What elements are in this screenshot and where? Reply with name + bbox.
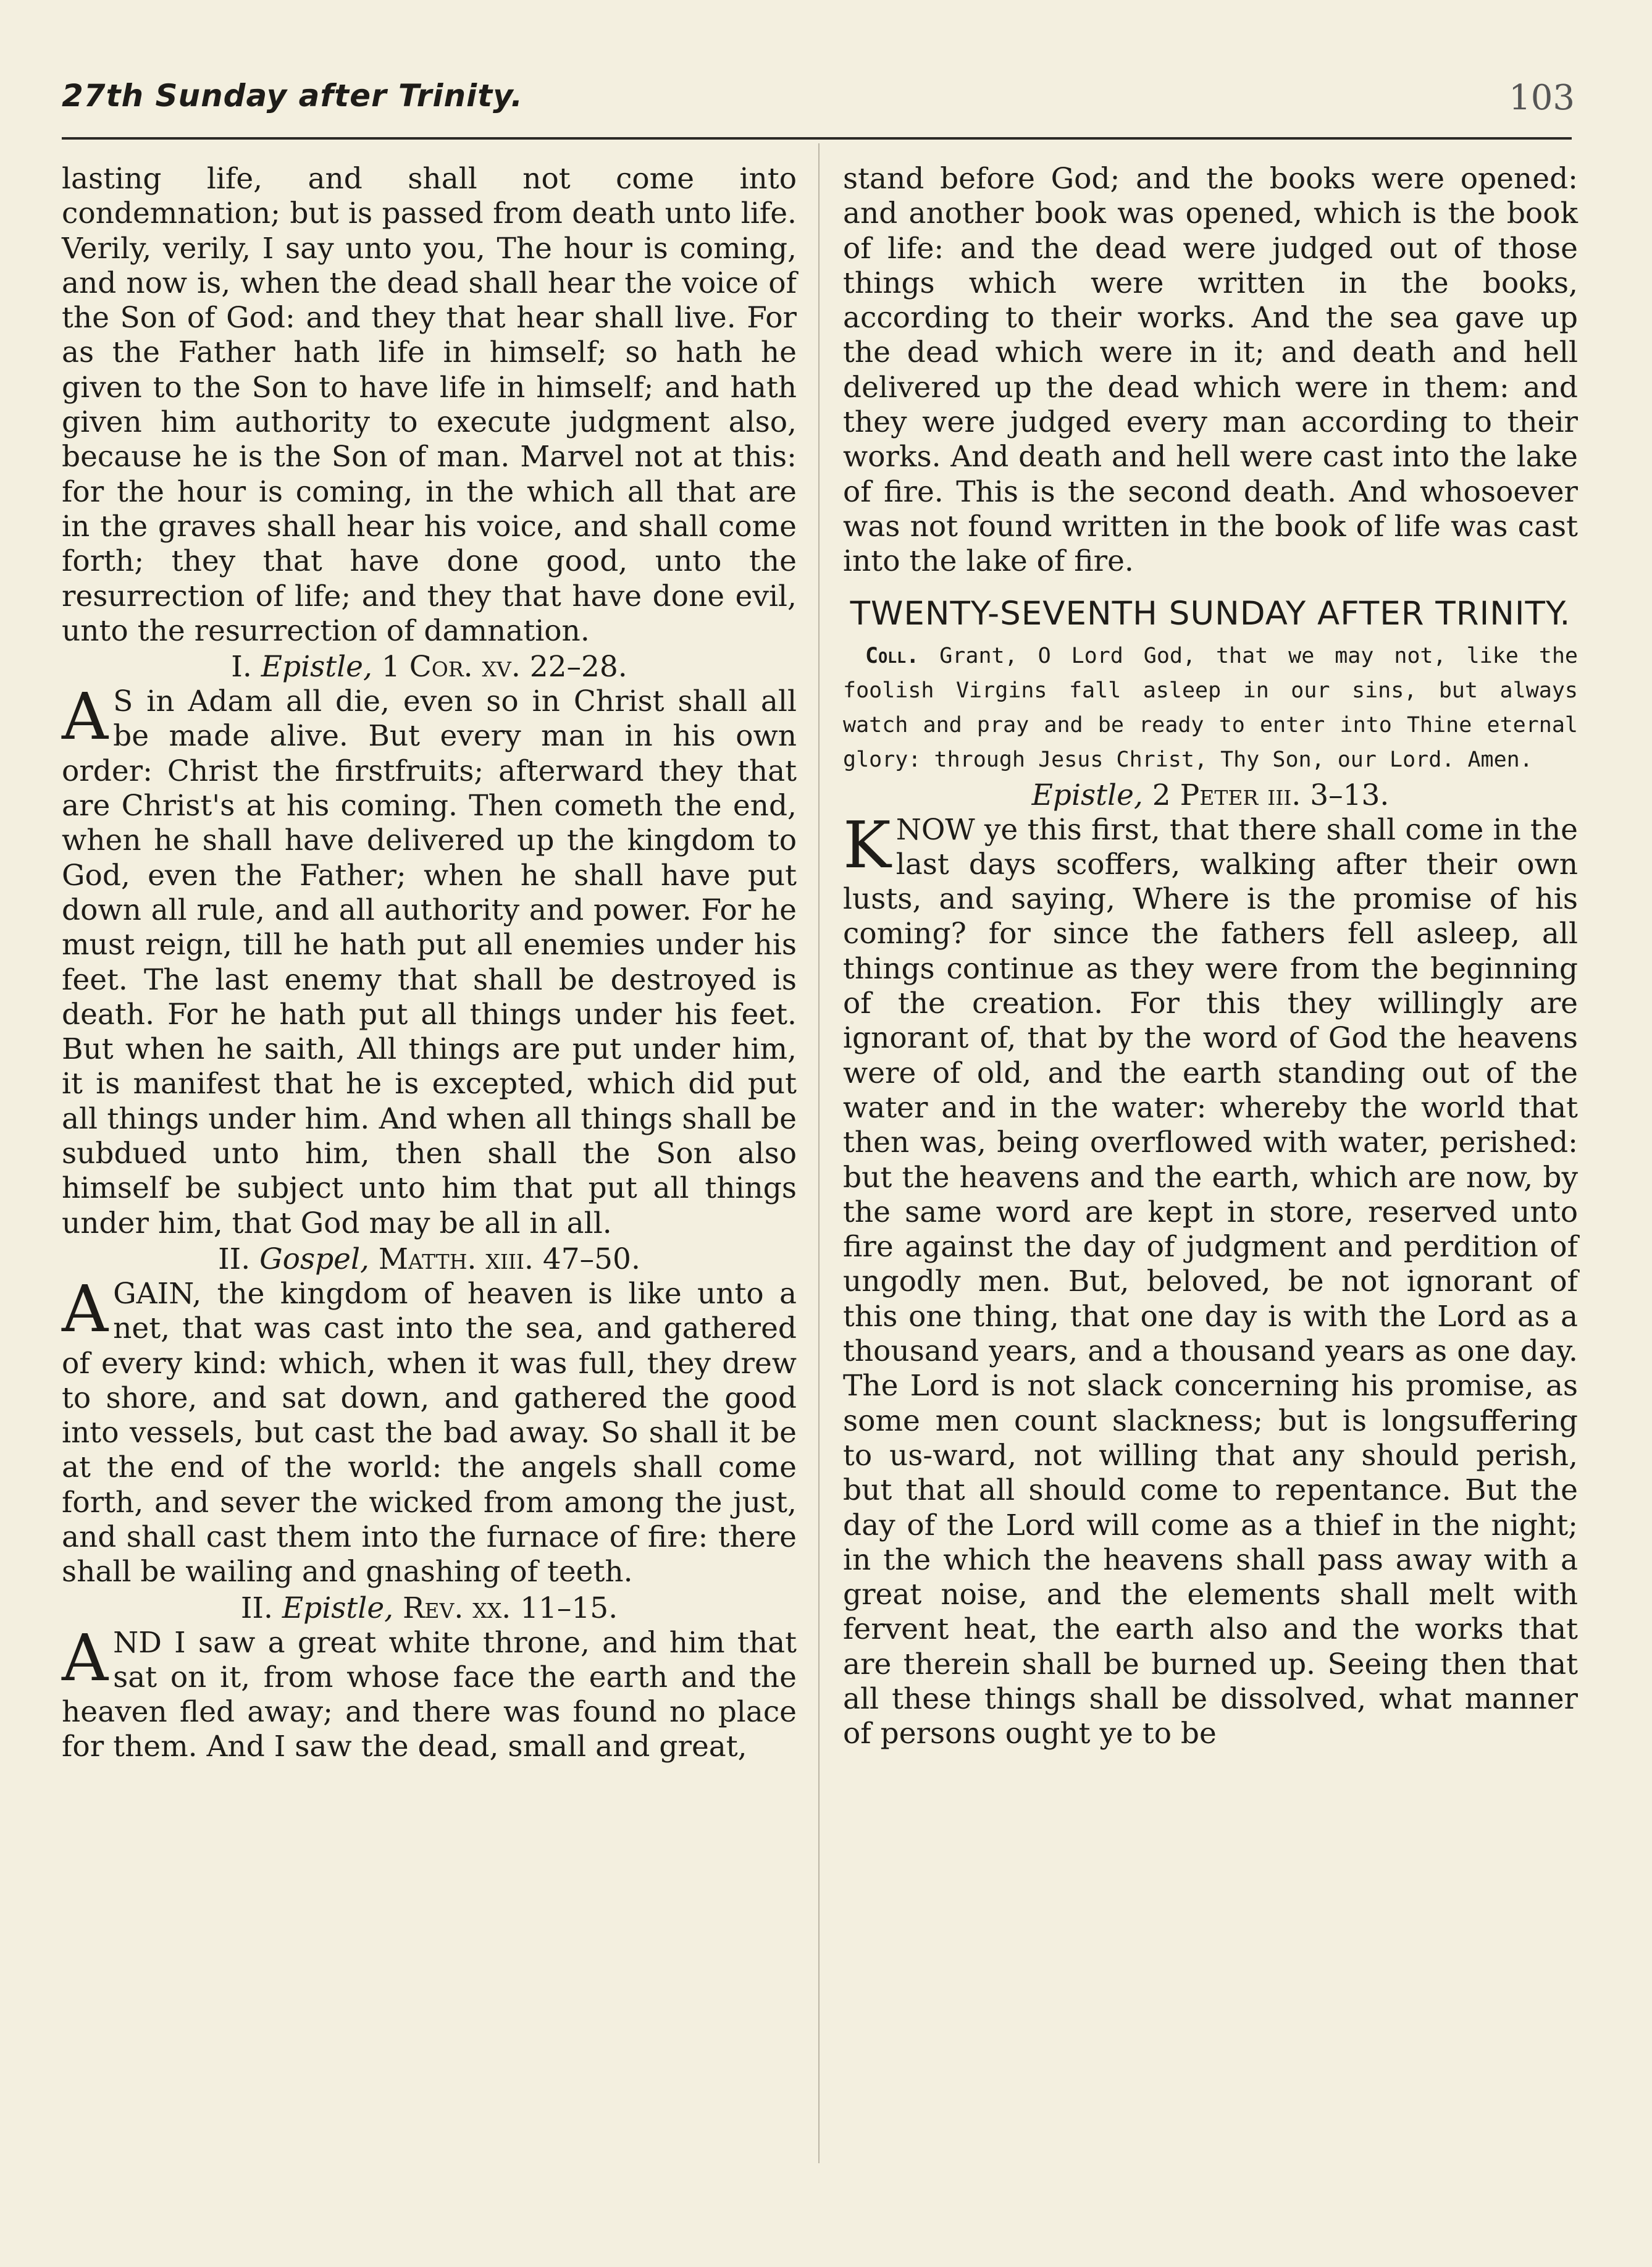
section-numeral: II. [240,1591,273,1625]
drop-cap: A [62,1620,109,1696]
page-header [62,78,1575,133]
section-body: S in Adam all die, even so in Christ shall all be made alive. But every man in his own order: Christ the firstfruits; afterward they that are Christ's at his coming. Then cometh the end, when he shall have delivered up the kingdom to God, even the Father; when he shall have put down all rule, and all authority and power. For he must reign, till he hath put all enemies under his feet. The last enemy that shall be destroyed is death. For he hath put all things under his feet. But when he saith, All things are put under him, it is manifest that he is excepted, which did put all things under him. And when all things shall be subdued unto him, then shall the Son also himself be subject unto him that put all things under him, that God may be all in all. [62,684,797,1240]
section-reference: 2 Peter iii. 3–13. [1152,778,1390,812]
right-column [843,162,1578,1752]
collect-text: Grant, O Lord God, that we may not, like the foolish Virgins fall asleep in our sins, but always watch and pray and be ready to enter into Thine eternal glory: through Jesus Christ, Thy Son, our Lord. Amen. [843,643,1578,772]
column-divider [818,143,820,2163]
section-reference: 1 Cor. xv. 22–28. [381,650,627,684]
section-heading-epistle-rev [62,1591,797,1626]
section-heading-epistle-peter [843,778,1578,813]
rev-continuation: stand before God; and the books were opened: and another book was opened, which is the book of life: and the dead were judged out of those things which were written in the books, according to their works. And the sea gave up the dead which were in it; and death and hell delivered up the dead which were in them: and they were judged every man according to their works. And death and hell were cast into the lake of fire. This is the second death. And whosoever was not found written in the book of life was cast into the lake of fire. [843,162,1578,579]
page-number: 103 [1509,78,1575,118]
section-numeral: II. [218,1242,251,1276]
drop-cap: K [843,807,891,883]
section-kind: Epistle, [261,650,372,684]
gospel-continuation: lasting life, and shall not come into condemnation; but is passed from death unto life. Verily, verily, I say unto you, The hour is coming, and now is, when the dead shall hear the voice of the Son of God: and they that hear shall live. For as the Father hath life in himself; so hath he given to the Son to have life in himself; and hath given him authority to execute judgment also, because he is the Son of man. Marvel not at this: for the hour is coming, in the which all that are in the graves shall hear his voice, and shall come forth; they that have done good, unto the resurrection of life; and they that have done evil, unto the resurrection of damnation. [62,162,797,648]
collect [843,639,1578,777]
section-kind: Epistle, [1031,778,1143,812]
section-kind: Gospel, [259,1242,369,1276]
section-body: GAIN, the kingdom of heaven is like unto a net, that was cast into the sea, and gathered of every kind: which, when it was full, they drew to shore, and sat down, and gathered the good into vessels, but cast the bad away. So shall it be at the end of the world: the angels shall come forth, and sever the wicked from among the just, and shall cast them into the furnace of fire: there shall be wailing and gnashing of teeth. [62,1276,797,1589]
section-numeral: I. [231,650,252,684]
epistle-peter-text [843,807,1578,1752]
left-column [62,162,797,1765]
collect-label: Coll. [865,643,920,668]
drop-cap: A [62,1271,109,1347]
section-heading-epistle-1cor [62,650,797,684]
section-kind: Epistle, [282,1591,394,1625]
epistle-rev-text [62,1620,797,1765]
section-reference: Matth. xiii. 47–50. [378,1242,640,1276]
section-reference: Rev. xx. 11–15. [403,1591,618,1625]
section-body: NOW ye this first, that there shall come in the last days scoffers, walking after their own lusts, and saying, Where is the promise of his coming? for since the fathers fell asleep, all things continue as they were from the beginning of the creation. For this they willingly are ignorant of, that by the word of God the heavens were of old, and the earth standing out of the water and in the water: whereby the world that then was, being overflowed with water, perished: but the heavens and the earth, which are now, by the same word are kept in store, reserved unto fire against the day of judgment and perdition of ungodly men. But, beloved, be not ignorant of this one thing, that one day is with the Lord as a thousand years, and a thousand years as one day. The Lord is not slack concerning his promise, as some men count slackness; but is longsuffering to us-ward, not willing that any should perish, but that all should come to repentance. But the day of the Lord will come as a thief in the night; in the which the heavens shall pass away with a great noise, and the elements shall melt with fervent heat, the earth also and the works that are therein shall be burned up. Seeing then that all these things shall be dissolved, what manner of persons ought ye to be [843,812,1578,1751]
section-body: ND I saw a great white throne, and him that sat on it, from whose face the earth and the heaven fled away; and there was found no place for them. And I saw the dead, small and great, [62,1625,797,1764]
gospel-matth-text [62,1271,797,1590]
epistle-1cor-text [62,679,797,1241]
section-heading-gospel-matth [62,1242,797,1277]
running-title: 27th Sunday after Trinity. [62,78,524,114]
drop-cap: A [62,679,109,755]
header-rule [62,137,1572,140]
sunday-heading: TWENTY-SEVENTH SUNDAY AFTER TRINITY. [850,594,1571,633]
